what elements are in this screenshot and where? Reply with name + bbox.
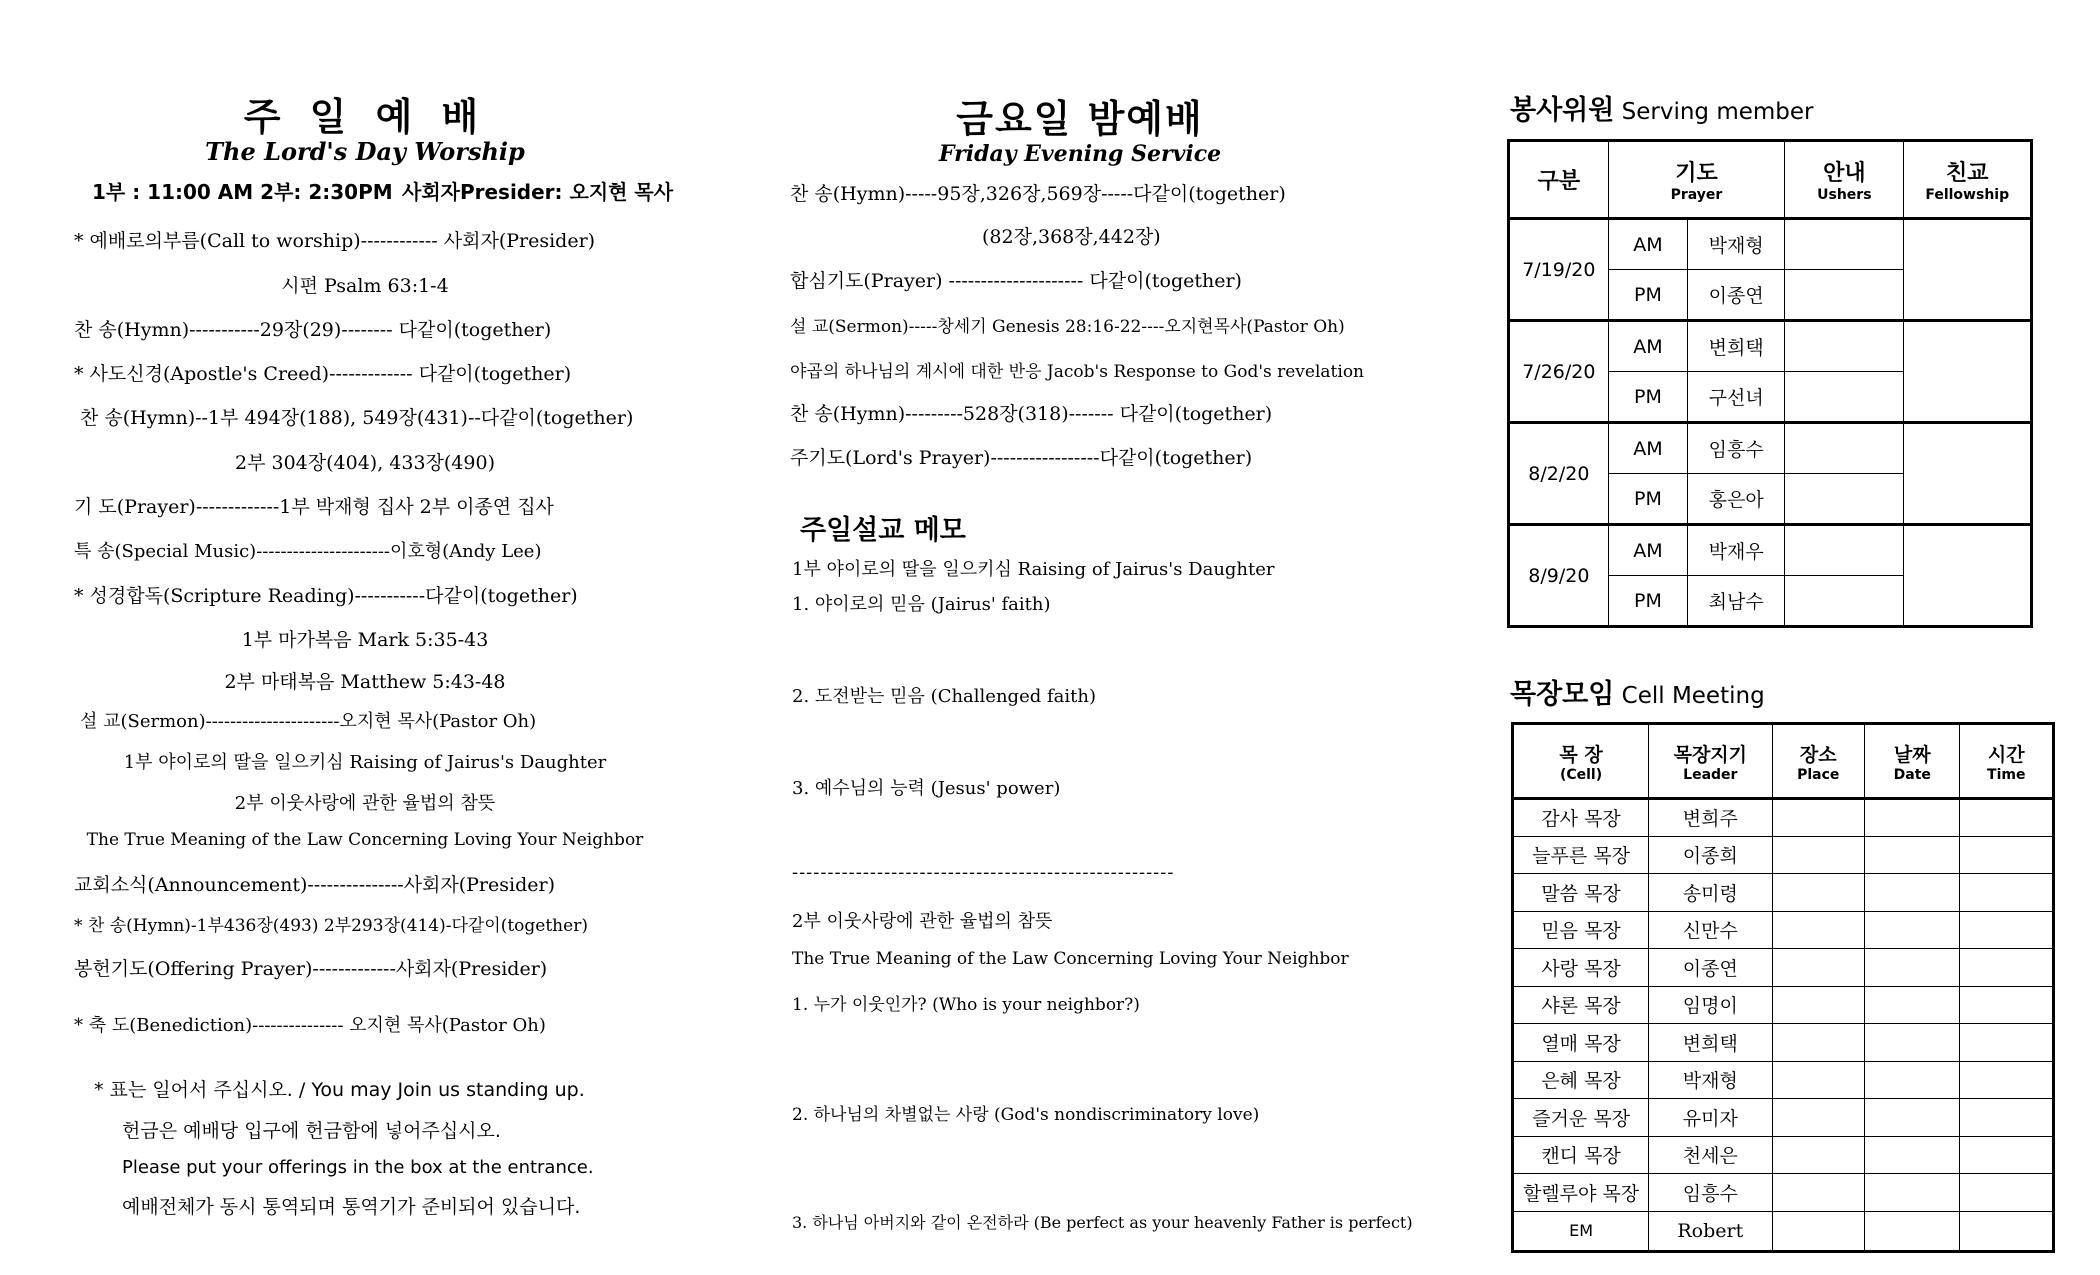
cell-time xyxy=(1960,949,2054,987)
friday-item: 주기도(Lord's Prayer)-----------------다같이(together) xyxy=(790,447,1253,469)
cell-place xyxy=(1772,949,1865,987)
order-item: 2부 304장(404), 433장(490) xyxy=(235,452,495,474)
cell-name: 즐거운 목장 xyxy=(1513,1099,1649,1137)
cell-name: 은혜 목장 xyxy=(1513,1061,1649,1099)
cell-name: 캔디 목장 xyxy=(1513,1136,1649,1174)
serving-prayer-name: 박재형 xyxy=(1688,219,1785,270)
cell-name: 늘푸른 목장 xyxy=(1513,836,1649,874)
serving-am: AM xyxy=(1608,321,1687,372)
cell-leader: 이종희 xyxy=(1649,836,1772,874)
serving-prayer-name: 변희택 xyxy=(1688,321,1785,372)
order-item: 2부 이웃사랑에 관한 율법의 참뜻 xyxy=(234,793,496,814)
cell-leader: 신만수 xyxy=(1649,911,1772,949)
order-item: 교회소식(Announcement)---------------사회자(Presider) xyxy=(74,874,555,896)
cell-date xyxy=(1865,1061,1960,1099)
cell-row xyxy=(1513,911,2054,949)
serving-fellowship-cell xyxy=(1904,525,2032,627)
cell-date xyxy=(1865,1024,1960,1062)
cell-place xyxy=(1772,1061,1865,1099)
cell-date xyxy=(1865,1099,1960,1137)
cell-date xyxy=(1865,799,1960,837)
cell-place xyxy=(1772,986,1865,1024)
order-item: 설 교(Sermon)----------------------오지현 목사(Pastor Oh) xyxy=(80,711,537,732)
serving-usher-cell xyxy=(1785,423,1904,474)
memo-point: 2. 도전받는 믿음 (Challenged faith) xyxy=(792,686,1096,707)
cell-time xyxy=(1960,911,2054,949)
serving-prayer-name: 이종연 xyxy=(1688,270,1785,321)
cell-leader: Robert xyxy=(1649,1211,1772,1251)
cell-row xyxy=(1513,949,2054,987)
cell-row xyxy=(1513,836,2054,874)
serving-date: 8/9/20 xyxy=(1509,525,1609,627)
cell-leader: 박재형 xyxy=(1649,1061,1772,1099)
cell-date xyxy=(1865,986,1960,1024)
serving-am: AM xyxy=(1608,525,1687,576)
cell-place xyxy=(1772,1211,1865,1251)
serving-usher-cell xyxy=(1785,474,1904,525)
memo-divider: ------------------------------------------------------ xyxy=(792,862,1175,883)
memo-point: 3. 하나님 아버지와 같이 온전하라 (Be perfect as your heavenly Father is perfect) xyxy=(792,1213,1413,1232)
sunday-title: 주 일 예 배 xyxy=(243,95,487,139)
friday-item: 합심기도(Prayer) --------------------- 다같이(together) xyxy=(790,270,1242,292)
cell-date xyxy=(1865,874,1960,912)
serving-usher-cell xyxy=(1785,372,1904,423)
header-place: 장소 Place xyxy=(1772,724,1865,799)
serving-title-ko: 봉사위원 xyxy=(1510,95,1615,126)
serving-row xyxy=(1509,321,2032,372)
cell-place xyxy=(1772,911,1865,949)
serving-fellowship-cell xyxy=(1904,219,2032,321)
header-prayer: 기도 Prayer xyxy=(1608,141,1785,219)
order-item: 기 도(Prayer)-------------1부 박재형 집사 2부 이종연 집사 xyxy=(74,496,554,518)
cell-table xyxy=(1511,722,2055,1253)
cell-row xyxy=(1513,1099,2054,1137)
serving-date: 7/19/20 xyxy=(1509,219,1609,321)
cell-title-ko: 목장모임 xyxy=(1510,679,1615,710)
sunday-subtitle: The Lord's Day Worship xyxy=(205,137,525,166)
cell-date xyxy=(1865,949,1960,987)
cell-place xyxy=(1772,799,1865,837)
cell-place xyxy=(1772,836,1865,874)
serving-table xyxy=(1507,139,2033,628)
cell-row xyxy=(1513,874,2054,912)
order-item: * 축 도(Benediction)--------------- 오지현 목사(Pastor Oh) xyxy=(74,1015,546,1036)
header-time: 시간 Time xyxy=(1960,724,2054,799)
cell-place xyxy=(1772,1024,1865,1062)
order-item: 2부 마태복음 Matthew 5:43-48 xyxy=(224,671,506,693)
serving-prayer-name: 임흥수 xyxy=(1688,423,1785,474)
friday-item: (82장,368장,442장) xyxy=(982,226,1161,248)
cell-time xyxy=(1960,874,2054,912)
cell-row xyxy=(1513,986,2054,1024)
note-offering-ko: 헌금은 예배당 입구에 헌금함에 넣어주십시오. xyxy=(122,1120,501,1142)
order-item: The True Meaning of the Law Concerning Loving Your Neighbor xyxy=(86,830,644,850)
memo-title: 주일설교 메모 xyxy=(800,515,966,546)
memo-point: 3. 예수님의 능력 (Jesus' power) xyxy=(792,778,1061,799)
serving-usher-cell xyxy=(1785,270,1904,321)
cell-name: 믿음 목장 xyxy=(1513,911,1649,949)
order-item: 찬 송(Hymn)-----------29장(29)-------- 다같이(together) xyxy=(74,319,552,341)
cell-time xyxy=(1960,1211,2054,1251)
order-item: 특 송(Special Music)----------------------이호형(Andy Lee) xyxy=(74,541,542,562)
serving-pm: PM xyxy=(1608,576,1687,627)
cell-leader: 천세은 xyxy=(1649,1136,1772,1174)
cell-name: EM xyxy=(1513,1211,1649,1251)
cell-place xyxy=(1772,1174,1865,1212)
order-item: * 찬 송(Hymn)-1부436장(493) 2부293장(414)-다같이(together) xyxy=(74,916,588,936)
memo-point: 1. 누가 이웃인가? (Who is your neighbor?) xyxy=(792,995,1140,1015)
cell-time xyxy=(1960,1136,2054,1174)
cell-date xyxy=(1865,911,1960,949)
cell-time xyxy=(1960,799,2054,837)
serving-prayer-name: 구선녀 xyxy=(1688,372,1785,423)
cell-leader: 이종연 xyxy=(1649,949,1772,987)
cell-row xyxy=(1513,1211,2054,1251)
cell-date xyxy=(1865,1211,1960,1251)
note-interpretation: 예배전체가 동시 통역되며 통역기가 준비되어 있습니다. xyxy=(122,1196,581,1218)
cell-row xyxy=(1513,1136,2054,1174)
order-item: 찬 송(Hymn)--1부 494장(188), 549장(431)--다같이(together) xyxy=(80,407,634,429)
cell-time xyxy=(1960,1174,2054,1212)
serving-header-row xyxy=(1509,141,2032,219)
cell-time xyxy=(1960,1024,2054,1062)
cell-leader: 임명이 xyxy=(1649,986,1772,1024)
note-standing: * 표는 일어서 주십시오. / You may Join us standing up. xyxy=(94,1079,585,1101)
serving-fellowship-cell xyxy=(1904,321,2032,423)
friday-item: 찬 송(Hymn)---------528장(318)------- 다같이(together) xyxy=(790,403,1273,425)
cell-header-row xyxy=(1513,724,2054,799)
cell-name: 샤론 목장 xyxy=(1513,986,1649,1024)
cell-place xyxy=(1772,1136,1865,1174)
header-cell: 목 장 (Cell) xyxy=(1513,724,1649,799)
serving-date: 7/26/20 xyxy=(1509,321,1609,423)
serving-prayer-name: 홍은아 xyxy=(1688,474,1785,525)
sunday-times: 1부 : 11:00 AM 2부: 2:30PM xyxy=(92,180,393,204)
serving-fellowship-cell xyxy=(1904,423,2032,525)
serving-title-en: Serving member xyxy=(1621,99,1814,125)
serving-usher-cell xyxy=(1785,321,1904,372)
cell-date xyxy=(1865,1136,1960,1174)
header-ushers: 안내 Ushers xyxy=(1785,141,1904,219)
order-item: 1부 야이로의 딸을 일으키심 Raising of Jairus's Daughter xyxy=(123,752,607,773)
cell-row xyxy=(1513,1061,2054,1099)
serving-date: 8/2/20 xyxy=(1509,423,1609,525)
header-date: 날짜 Date xyxy=(1865,724,1960,799)
cell-time xyxy=(1960,836,2054,874)
cell-name: 열매 목장 xyxy=(1513,1024,1649,1062)
friday-item: 설 교(Sermon)-----창세기 Genesis 28:16-22----오지현목사(Pastor Oh) xyxy=(790,317,1345,337)
cell-leader: 송미령 xyxy=(1649,874,1772,912)
memo-point: 2. 하나님의 차별없는 사랑 (God's nondiscriminatory love) xyxy=(792,1105,1260,1125)
serving-pm: PM xyxy=(1608,372,1687,423)
cell-row xyxy=(1513,1174,2054,1212)
serving-usher-cell xyxy=(1785,525,1904,576)
serving-prayer-name: 최남수 xyxy=(1688,576,1785,627)
order-item: * 사도신경(Apostle's Creed)------------- 다같이(together) xyxy=(74,363,572,385)
cell-time xyxy=(1960,986,2054,1024)
order-item: * 예배로의부름(Call to worship)------------ 사회자(Presider) xyxy=(74,230,596,252)
cell-row xyxy=(1513,799,2054,837)
memo-part2-title: 2부 이웃사랑에 관한 율법의 참뜻 xyxy=(792,911,1053,932)
friday-title: 금요일 밤예배 xyxy=(956,97,1204,141)
cell-date xyxy=(1865,836,1960,874)
header-leader: 목장지기 Leader xyxy=(1649,724,1772,799)
serving-pm: PM xyxy=(1608,270,1687,321)
serving-am: AM xyxy=(1608,423,1687,474)
cell-heading xyxy=(1510,672,1765,711)
cell-time xyxy=(1960,1061,2054,1099)
cell-name: 할렐루야 목장 xyxy=(1513,1174,1649,1212)
serving-row xyxy=(1509,219,2032,270)
memo-part1-title: 1부 야이로의 딸을 일으키심 Raising of Jairus's Daughter xyxy=(792,559,1275,580)
serving-heading xyxy=(1510,88,1814,127)
friday-subtitle: Friday Evening Service xyxy=(938,141,1222,167)
cell-leader: 변희택 xyxy=(1649,1024,1772,1062)
cell-place xyxy=(1772,1099,1865,1137)
sunday-presider: 사회자Presider: 오지현 목사 xyxy=(402,180,674,204)
serving-row xyxy=(1509,423,2032,474)
cell-leader: 유미자 xyxy=(1649,1099,1772,1137)
serving-usher-cell xyxy=(1785,219,1904,270)
cell-date xyxy=(1865,1174,1960,1212)
cell-name: 감사 목장 xyxy=(1513,799,1649,837)
memo-point: 1. 야이로의 믿음 (Jairus' faith) xyxy=(792,594,1051,615)
cell-title-en: Cell Meeting xyxy=(1621,683,1765,709)
cell-place xyxy=(1772,874,1865,912)
cell-name: 말씀 목장 xyxy=(1513,874,1649,912)
friday-item: 야곱의 하나님의 계시에 대한 반응 Jacob's Response to God's revelation xyxy=(790,362,1364,382)
order-item: 봉헌기도(Offering Prayer)-------------사회자(Presider) xyxy=(74,958,548,980)
serving-row xyxy=(1509,525,2032,576)
cell-row xyxy=(1513,1024,2054,1062)
serving-pm: PM xyxy=(1608,474,1687,525)
serving-usher-cell xyxy=(1785,576,1904,627)
order-item: 시편 Psalm 63:1-4 xyxy=(281,275,449,297)
note-offering-en: Please put your offerings in the box at the entrance. xyxy=(122,1157,594,1178)
serving-prayer-name: 박재우 xyxy=(1688,525,1785,576)
memo-part2-subtitle: The True Meaning of the Law Concerning Loving Your Neighbor xyxy=(792,949,1349,969)
friday-item: 찬 송(Hymn)-----95장,326장,569장-----다같이(together) xyxy=(790,183,1286,205)
serving-am: AM xyxy=(1608,219,1687,270)
cell-leader: 변희주 xyxy=(1649,799,1772,837)
order-item: 1부 마가복음 Mark 5:35-43 xyxy=(241,629,489,651)
cell-time xyxy=(1960,1099,2054,1137)
cell-name: 사랑 목장 xyxy=(1513,949,1649,987)
order-item: * 성경합독(Scripture Reading)-----------다같이(together) xyxy=(74,585,578,607)
header-fellowship: 친교 Fellowship xyxy=(1904,141,2032,219)
header-category: 구분 xyxy=(1509,141,1609,219)
cell-leader: 임흥수 xyxy=(1649,1174,1772,1212)
